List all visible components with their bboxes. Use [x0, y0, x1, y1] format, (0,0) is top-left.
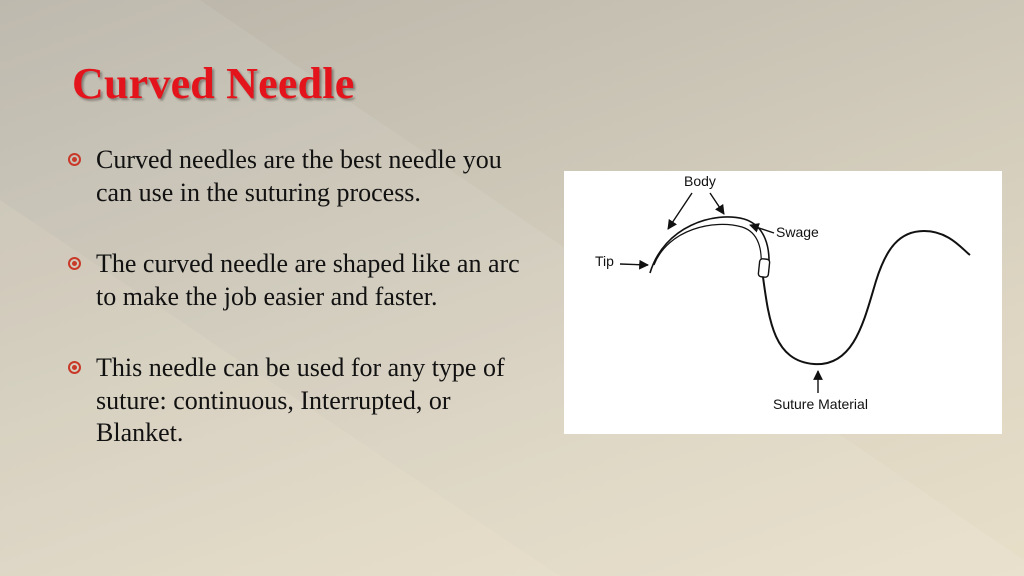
bullet-text: Curved needles are the best needle you can use in the suturing process. — [96, 145, 502, 207]
suture-wave — [763, 231, 970, 364]
bullet-item — [64, 144, 534, 209]
label-tip: Tip — [595, 253, 614, 269]
bullet-text: This needle can be used for any type of suture: continuous, Interrupted, or Blanket. — [96, 353, 505, 447]
bullet-icon — [68, 361, 81, 374]
body-arrow-left — [668, 193, 692, 229]
bullet-item — [64, 352, 534, 450]
label-swage: Swage — [776, 224, 819, 240]
label-body: Body — [684, 173, 716, 189]
needle-diagram — [564, 171, 1002, 434]
tip-arrow — [620, 264, 648, 265]
bullet-list — [64, 144, 534, 489]
body-arrow-right — [710, 193, 724, 214]
bullet-item — [64, 248, 534, 313]
slide-title: Curved Needle — [72, 59, 355, 108]
label-suture: Suture Material — [773, 396, 868, 412]
needle-inner-edge — [654, 224, 761, 275]
bullet-icon — [68, 153, 81, 166]
bullet-icon — [68, 257, 81, 270]
swage-shape — [758, 259, 770, 278]
bullet-text: The curved needle are shaped like an arc to make the job easier and faster. — [96, 249, 520, 311]
